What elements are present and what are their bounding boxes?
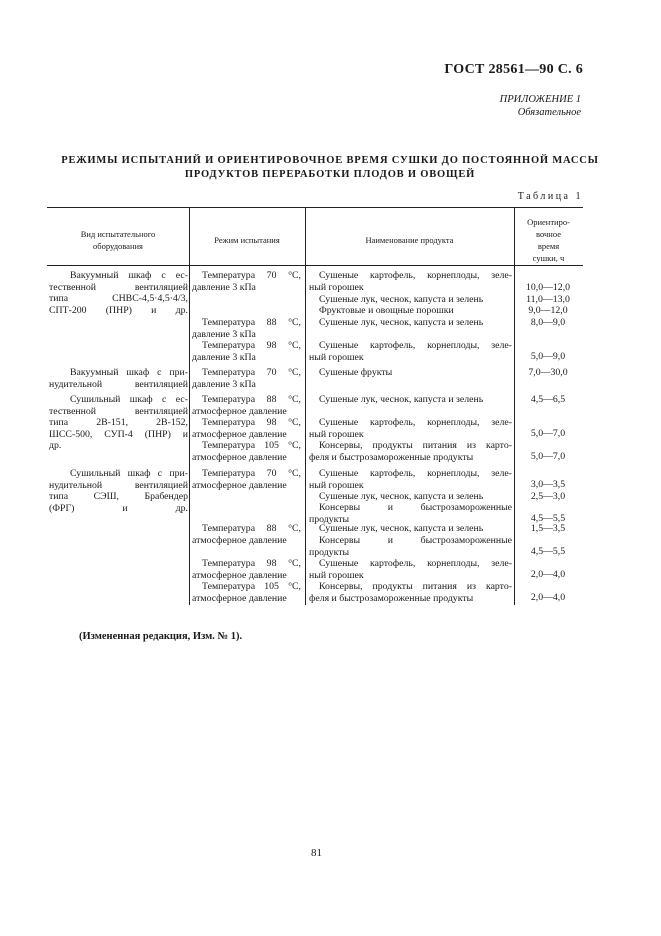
time-value: 1,5—3,5	[530, 523, 566, 534]
title-line: ПРОДУКТОВ ПЕРЕРАБОТКИ ПЛОДОВ И ОВОЩЕЙ	[184, 169, 476, 180]
drying-modes-table	[47, 207, 583, 605]
cell-text: Температура 98 °С,	[202, 340, 301, 351]
time-value: 2,0—4,0	[530, 569, 566, 580]
product-cell	[309, 440, 512, 463]
cell-text: Температура 105 °С,	[202, 440, 301, 451]
cell-text: нудительной вентиляцией	[49, 378, 188, 390]
cell-text: (ФРГ) и др.	[49, 502, 188, 514]
cell-text: атмосферное давление	[192, 451, 287, 463]
product-cell	[309, 305, 512, 317]
mode-cell	[192, 558, 301, 581]
cell-text: Сушильный шкаф с ес-	[70, 394, 188, 405]
product-cell	[309, 581, 512, 604]
cell-text: Температура 98 °С,	[202, 417, 301, 428]
cell-text: Сушеные лук, чеснок, капуста и зелень	[319, 523, 484, 534]
cell-text: давление 3 кПа	[192, 281, 256, 293]
cell-text: нудительной вентиляцией	[49, 479, 188, 491]
cell-text: Сушеные картофель, корнеплоды, зеле-	[319, 468, 512, 479]
time-value: 4,5—5,5	[530, 513, 566, 524]
equipment-cell	[49, 367, 188, 390]
cell-text: Температура 88 °С,	[202, 394, 301, 405]
time-value: 5,0—9,0	[530, 351, 566, 362]
cell-text: Сушеные лук, чеснок, капуста и зелень	[319, 394, 484, 405]
header-text: Ориентиро-	[527, 217, 570, 227]
cell-text: Сушеные картофель, корнеплоды, зеле-	[319, 417, 512, 428]
cell-text: ный горошек	[309, 281, 364, 293]
cell-text: Консервы и быстрозамороженные	[319, 502, 512, 513]
mode-cell	[192, 367, 301, 390]
cell-text: Сушеные картофель, корнеплоды, зеле-	[319, 340, 512, 351]
title-line: РЕЖИМЫ ИСПЫТАНИЙ И ОРИЕНТИРОВОЧНОЕ ВРЕМЯ СУШКИ ДО ПОСТОЯННОЙ МАССЫ	[61, 155, 599, 166]
cell-text: Консервы, продукты питания из карто-	[319, 581, 512, 592]
header-text: Вид испытательного	[80, 229, 156, 239]
cell-text: тественной вентиляцией	[49, 405, 188, 417]
time-value: 4,5—6,5	[530, 394, 566, 405]
product-cell	[309, 417, 512, 440]
product-cell	[309, 294, 512, 306]
mode-cell	[192, 317, 301, 340]
mode-cell	[192, 340, 301, 363]
cell-text: атмосферное давление	[192, 569, 287, 581]
cell-text: давление 3 кПа	[192, 351, 256, 363]
product-cell	[309, 367, 512, 379]
time-value: 2,0—4,0	[530, 592, 566, 603]
cell-text: Сушеные картофель, корнеплоды, зеле-	[319, 270, 512, 281]
header-product: Наименование продукта	[365, 235, 454, 245]
equipment-cell	[49, 394, 188, 452]
cell-text: феля и быстрозамороженные продукты	[309, 451, 474, 463]
time-value: 7,0—30,0	[528, 367, 568, 378]
cell-text: продукты	[309, 513, 350, 525]
column-divider	[514, 207, 515, 605]
cell-text: феля и быстрозамороженные продукты	[309, 592, 474, 604]
cell-text: Температура 105 °С,	[202, 581, 301, 592]
cell-text: Консервы и быстрозамороженные	[319, 535, 512, 546]
cell-text: Сушильный шкаф с при-	[70, 468, 188, 479]
mode-cell	[192, 417, 301, 440]
header-text: сушки, ч	[532, 253, 565, 263]
cell-text: Температура 88 °С,	[202, 317, 301, 328]
cell-text: Вакуумный шкаф с ес-	[70, 270, 188, 281]
product-cell	[309, 502, 512, 525]
time-value: 9,0—12,0	[528, 305, 568, 316]
cell-text: ный горошек	[309, 479, 364, 491]
appendix-status: Обязательное	[517, 107, 581, 118]
equipment-cell	[49, 270, 188, 316]
cell-text: Сушеные фрукты	[319, 367, 393, 378]
time-value: 11,0—13,0	[526, 294, 570, 305]
time-value: 5,0—7,0	[530, 451, 566, 462]
equipment-cell	[49, 468, 188, 514]
table-top-rule	[47, 207, 583, 208]
cell-text: Сушеные лук, чеснок, капуста и зелень	[319, 317, 484, 328]
cell-text: атмосферное давление	[192, 479, 287, 491]
header-mode: Режим испытания	[214, 235, 280, 245]
cell-text: СПТ-200 (ПНР) и др.	[49, 304, 188, 316]
cell-text: Температура 70 °С,	[202, 270, 301, 281]
mode-cell	[192, 523, 301, 546]
product-cell	[309, 317, 512, 329]
document-title	[40, 154, 620, 182]
document-code-header: ГОСТ 28561—90 С. 6	[444, 62, 583, 77]
product-cell	[309, 270, 512, 293]
cell-text: Сушеные лук, чеснок, капуста и зелень	[319, 294, 484, 305]
cell-text: давление 3 кПа	[192, 328, 256, 340]
header-text: время	[537, 241, 560, 251]
cell-text: типа СНВС-4,5·4,5·4/3,	[49, 293, 188, 304]
product-cell	[309, 468, 512, 491]
product-cell	[309, 340, 512, 363]
cell-text: продукты	[309, 546, 350, 558]
cell-text: ный горошек	[309, 351, 364, 363]
cell-text: Температура 70 °С,	[202, 367, 301, 378]
header-text: оборудования	[93, 241, 143, 251]
cell-text: Сушеные лук, чеснок, капуста и зелень	[319, 491, 484, 502]
time-value: 8,0—9,0	[530, 317, 566, 328]
cell-text: ный горошек	[309, 428, 364, 440]
amendment-note: (Измененная редакция, Изм. № 1).	[79, 631, 243, 642]
cell-text: Температура 98 °С,	[202, 558, 301, 569]
time-value: 3,0—3,5	[530, 479, 566, 490]
mode-cell	[192, 394, 301, 417]
header-time	[514, 216, 583, 264]
header-equipment	[47, 228, 189, 252]
appendix-block	[500, 93, 581, 119]
product-cell	[309, 558, 512, 581]
time-value: 5,0—7,0	[530, 428, 566, 439]
mode-cell	[192, 468, 301, 491]
page-number: 81	[311, 847, 322, 859]
product-cell	[309, 491, 512, 503]
cell-text: ШСС-500, СУП-4 (ПНР) и	[49, 428, 188, 440]
cell-text: давление 3 кПа	[192, 378, 256, 390]
cell-text: ный горошек	[309, 569, 364, 581]
time-value: 10,0—12,0	[525, 282, 571, 293]
cell-text: типа 2В-151, 2В-152,	[49, 417, 188, 428]
mode-cell	[192, 581, 301, 604]
product-cell	[309, 394, 512, 406]
cell-text: Температура 88 °С,	[202, 523, 301, 534]
table-caption: Таблица 1	[517, 191, 583, 202]
mode-cell	[192, 440, 301, 463]
product-cell	[309, 535, 512, 558]
product-cell	[309, 523, 512, 535]
appendix-label: ПРИЛОЖЕНИЕ 1	[499, 94, 581, 105]
cell-text: атмосферное давление	[192, 592, 287, 604]
cell-text: Сушеные картофель, корнеплоды, зеле-	[319, 558, 512, 569]
cell-text: атмосферное давление	[192, 534, 287, 546]
table-header-rule	[47, 265, 583, 266]
cell-text: Фруктовые и овощные порошки	[319, 305, 454, 316]
cell-text: Вакуумный шкаф с при-	[70, 367, 188, 378]
cell-text: типа СЭШ, Брабендер	[49, 491, 188, 502]
time-value: 4,5—5,5	[530, 546, 566, 557]
header-text: вочное	[536, 229, 561, 239]
cell-text: Консервы, продукты питания из карто-	[319, 440, 512, 451]
cell-text: Температура 70 °С,	[202, 468, 301, 479]
time-value: 2,5—3,0	[530, 491, 566, 502]
cell-text: атмосферное давление	[192, 428, 287, 440]
cell-text: др.	[49, 440, 62, 451]
column-divider	[189, 207, 190, 605]
cell-text: атмосферное давление	[192, 405, 287, 417]
mode-cell	[192, 270, 301, 293]
cell-text: тественной вентиляцией	[49, 281, 188, 293]
column-divider	[305, 207, 306, 605]
